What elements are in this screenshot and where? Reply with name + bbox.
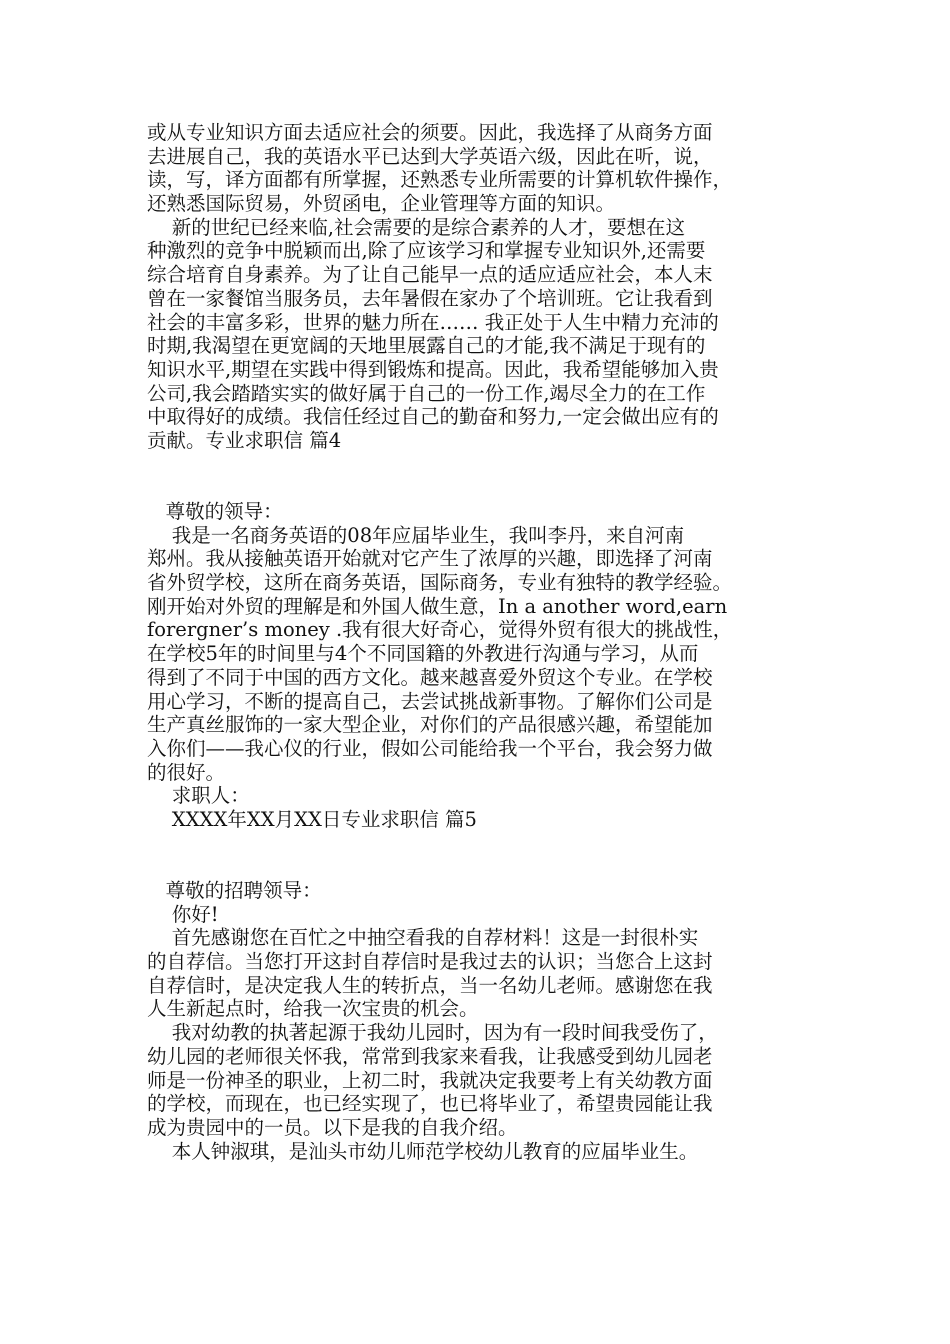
text-line: 公司,我会踏踏实实的做好属于自己的一份工作,竭尽全力的在工作 — [147, 381, 706, 405]
text-line: 或从专业知识方面去适应社会的须要。因此，我选择了从商务方面 — [147, 121, 713, 144]
text-line: 还熟悉国际贸易，外贸函电，企业管理等方面的知识。 — [147, 192, 616, 216]
text-line: 中取得好的成绩。我信任经过自己的勤奋和努力,一定会做出应有的 — [147, 405, 719, 429]
text-line: 幼儿园的老师很关怀我，常常到我家来看我，让我感受到幼儿园老 — [147, 1044, 713, 1068]
text-line: 的自荐信。当您打开这封自荐信时是我过去的认识；当您合上这封 — [147, 950, 713, 974]
text-line: 省外贸学校，这所在商务英语，国际商务，专业有独特的教学经验。 — [147, 571, 733, 595]
text-line: 用心学习，不断的提高自己，去尝试挑战新事物。了解你们公司是 — [147, 689, 713, 713]
document-page — [147, 121, 822, 1163]
blank-line — [147, 453, 822, 477]
text-line: 去进展自己，我的英语水平已达到大学英语六级，因此在听，说， — [147, 144, 713, 168]
text-line: 的学校，而现在，也已经实现了，也已将毕业了，希望贵园能让我 — [147, 1092, 713, 1116]
text-line: 本人钟淑琪，是汕头市幼儿师范学校幼儿教育的应届毕业生。 — [147, 1139, 699, 1163]
text-line: 新的世纪已经来临,社会需要的是综合素养的人才，要想在这 — [147, 215, 685, 239]
text-line: 师是一份神圣的职业，上初二时，我就决定我要考上有关幼教方面 — [147, 1068, 713, 1092]
salutation: 尊敬的领导： — [147, 500, 283, 523]
text-line: 知识水平,期望在实践中得到锻炼和提高。因此，我希望能够加入贵 — [147, 357, 719, 381]
text-line: 人生新起点时，给我一次宝贵的机会。 — [147, 997, 479, 1021]
text-line: 读，写，译方面都有所掌握，还熟悉专业所需要的计算机软件操作， — [147, 168, 733, 192]
text-line: 的很好。 — [147, 760, 226, 784]
letter-section-1 — [147, 121, 822, 453]
blank-line — [147, 476, 822, 500]
text-line: 在学校5年的时间里与4个不同国籍的外教进行沟通与学习，从而 — [147, 642, 699, 666]
text-line: 时期,我渴望在更宽阔的天地里展露自己的才能,我不满足于现有的 — [147, 334, 706, 358]
text-line: 入你们——我心仪的行业，假如公司能给我一个平台，我会努力做 — [147, 736, 713, 760]
text-line: 刚开始对外贸的理解是和外国人做生意，In a another word,earn — [147, 594, 728, 618]
letter-section-2 — [147, 500, 822, 832]
text-line: 成为贵园中的一员。以下是我的自我介绍。 — [147, 1115, 518, 1139]
text-line: 综合培育自身素养。为了让自己能早一点的适应适应社会，本人末 — [147, 263, 713, 287]
salutation: 尊敬的招聘领导： — [147, 879, 322, 902]
text-line: 自荐信时，是决定我人生的转折点，当一名幼儿老师。感谢您在我 — [147, 973, 713, 997]
date-line: XXXX年XX月XX日专业求职信 篇5 — [147, 807, 477, 831]
text-line: 我对幼教的执著起源于我幼儿园时，因为有一段时间我受伤了， — [147, 1021, 718, 1045]
text-line: 种激烈的竞争中脱颖而出,除了应该学习和掌握专业知识外,还需要 — [147, 239, 706, 263]
text-line: 生产真丝服饰的一家大型企业，对你们的产品很感兴趣，希望能加 — [147, 713, 713, 737]
blank-line — [147, 855, 822, 879]
signature-line: 求职人： — [147, 784, 250, 808]
text-line: 曾在一家餐馆当服务员，去年暑假在家办了个培训班。它让我看到 — [147, 286, 713, 310]
text-line: 我是一名商务英语的08年应届毕业生，我叫李丹，来自河南 — [147, 523, 685, 547]
greeting-line: 你好! — [147, 902, 219, 926]
section-heading: 贡献。专业求职信 篇4 — [147, 428, 342, 452]
blank-line — [147, 832, 822, 856]
text-line: 首先感谢您在百忙之中抽空看我的自荐材料！这是一封很朴实 — [147, 926, 699, 950]
text-line: 得到了不同于中国的西方文化。越来越喜爱外贸这个专业。在学校 — [147, 665, 713, 689]
text-line: 郑州。我从接触英语开始就对它产生了浓厚的兴趣，即选择了河南 — [147, 547, 713, 571]
text-line: forergner’s money .我有很大好奇心，觉得外贸有很大的挑战性， — [147, 618, 733, 642]
letter-section-3 — [147, 879, 822, 1163]
text-line: 社会的丰富多彩，世界的魅力所在…… 我正处于人生中精力充沛的 — [147, 310, 719, 334]
